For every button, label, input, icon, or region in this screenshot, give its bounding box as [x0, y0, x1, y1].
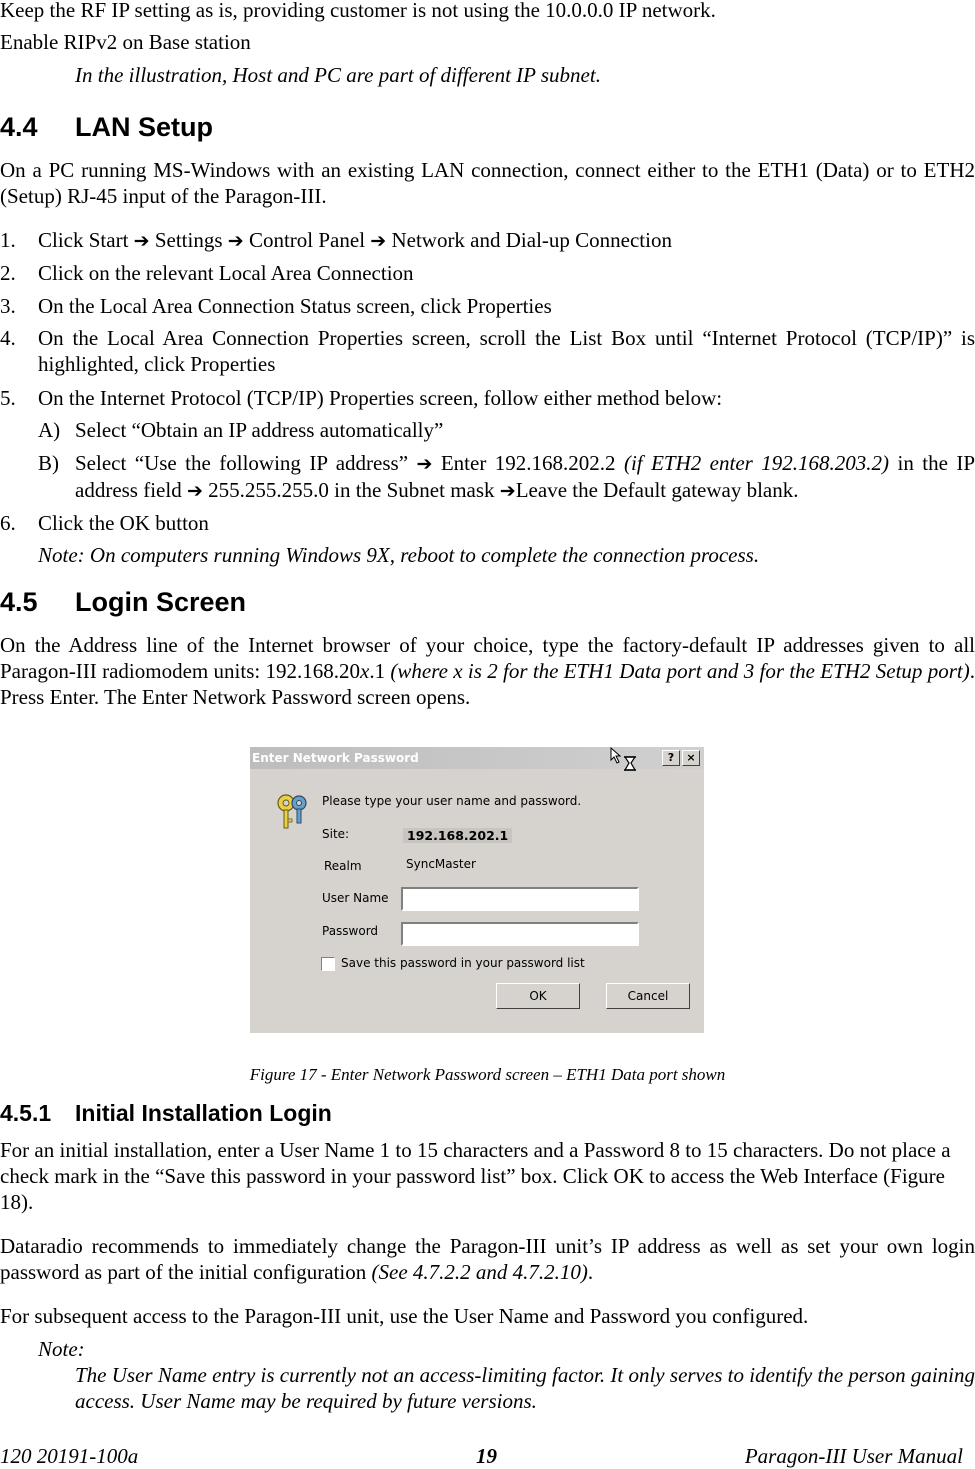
list-text: Select “Use the following IP address” ➔ Enter 192.168.202.2 (if ETH2 enter 192.168.203.2) in the IP address field ➔ 255.255.255.0 in the Subnet mask ➔Leave the Default gateway blank. [75, 451, 975, 502]
list-number: 3. [0, 294, 16, 318]
dialog-prompt: Please type your user name and password. [322, 794, 582, 808]
intro-note: In the illustration, Host and PC are part of different IP subnet. [75, 63, 601, 87]
enter-network-password-dialog [250, 747, 704, 1033]
list-number: A) [38, 418, 61, 442]
page-number: 19 [476, 1444, 497, 1468]
list-number: 6. [0, 511, 16, 535]
login-paragraph: On the Address line of the Internet browser of your choice, type the factory-default IP addresses given to all Paragon-III radiomodem units: 192.168.20x.1 (where x is 2 for the ETH1 Data port and 3 for the ETH2 Setup port). Press Enter. The Enter Network Password screen opens. [0, 633, 975, 709]
password-input[interactable] [401, 922, 639, 946]
close-button[interactable]: × [682, 750, 700, 766]
arrow-icon: ➔ [186, 480, 203, 502]
section-title: Login Screen [75, 587, 247, 617]
section-heading-4-4 [0, 111, 213, 143]
section-number: 4.5.1 [0, 1100, 52, 1126]
user-name-label: User Name [322, 891, 389, 905]
footer-doc-number: 120 20191-100a [0, 1444, 139, 1468]
site-label: Site: [322, 827, 350, 841]
initial-login-paragraph: For an initial installation, enter a User Name 1 to 15 characters and a Password 8 to 15 characters. Do not place a check mark in the “Save this password in your password list” box. Click OK to access the Web Interface (Figure 18). [0, 1138, 951, 1214]
intro-line-1: Keep the RF IP setting as is, providing customer is not using the 10.0.0.0 IP network. [0, 0, 716, 22]
section-title: Initial Installation Login [75, 1100, 332, 1126]
section-number: 4.4 [0, 112, 38, 142]
user-name-input[interactable] [401, 887, 639, 911]
help-button[interactable]: ? [662, 750, 680, 766]
note-label: Note: [38, 1337, 85, 1361]
list-text: On the Local Area Connection Properties screen, scroll the List Box until “Internet Protocol (TCP/IP)” is highlighted, click Properties [38, 326, 975, 376]
footer-manual-title: Paragon-III User Manual [744, 1444, 963, 1468]
save-password-label: Save this password in your password list [341, 956, 585, 970]
lan-note: Note: On computers running Windows 9X, reboot to complete the connection process. [38, 543, 760, 567]
list-text: Click Start ➔ Settings ➔ Control Panel ➔ Network and Dial-up Connection [38, 228, 672, 252]
list-text: Click the OK button [38, 511, 209, 535]
list-text: On the Internet Protocol (TCP/IP) Properties screen, follow either method below: [38, 386, 723, 410]
list-number: 5. [0, 386, 16, 410]
figure-caption: Figure 17 - Enter Network Password screen – ETH1 Data port shown [249, 1065, 726, 1084]
note-text: The User Name entry is currently not an access-limiting factor. It only serves to identify the person gaining access. User Name may be required by future versions. [75, 1363, 975, 1413]
ok-button[interactable]: OK [496, 983, 580, 1009]
dialog-title: Enter Network Password [252, 751, 419, 765]
arrow-icon: ➔ [499, 480, 516, 502]
password-label: Password [322, 924, 379, 938]
recommendation-paragraph: Dataradio recommends to immediately change the Paragon-III unit’s IP address as well as set your own login password as part of the initial configuration (See 4.7.2.2 and 4.7.2.10). [0, 1234, 975, 1284]
list-text: On the Local Area Connection Status screen, click Properties [38, 294, 552, 318]
arrow-icon: ➔ [416, 453, 433, 475]
cancel-button[interactable]: Cancel [606, 983, 690, 1009]
section-title: LAN Setup [75, 112, 213, 142]
list-number: B) [38, 451, 59, 475]
list-number: 1. [0, 228, 16, 252]
section-number: 4.5 [0, 587, 38, 617]
intro-line-2: Enable RIPv2 on Base station [0, 30, 251, 54]
dialog-title-bar [250, 747, 704, 769]
arrow-icon: ➔ [227, 230, 244, 252]
keys-icon [274, 791, 314, 831]
realm-value: SyncMaster [406, 857, 476, 871]
section-heading-4-5 [0, 586, 246, 618]
site-value: 192.168.202.1 [403, 828, 512, 843]
list-text: Click on the relevant Local Area Connection [38, 261, 414, 285]
realm-label: Realm [324, 859, 362, 873]
arrow-icon: ➔ [370, 230, 387, 252]
subsequent-access-paragraph: For subsequent access to the Paragon-III unit, use the User Name and Password you configured. [0, 1304, 809, 1328]
list-number: 4. [0, 326, 16, 350]
list-number: 2. [0, 261, 16, 285]
section-heading-4-5-1 [0, 1099, 332, 1127]
arrow-icon: ➔ [133, 230, 150, 252]
lan-setup-paragraph: On a PC running MS-Windows with an existing LAN connection, connect either to the ETH1 (Data) or to ETH2 (Setup) RJ-45 input of the Paragon-III. [0, 158, 975, 208]
cursor-hourglass-icon [610, 747, 640, 773]
list-text: Select “Obtain an IP address automatically” [75, 418, 444, 442]
save-password-checkbox[interactable] [321, 957, 335, 971]
